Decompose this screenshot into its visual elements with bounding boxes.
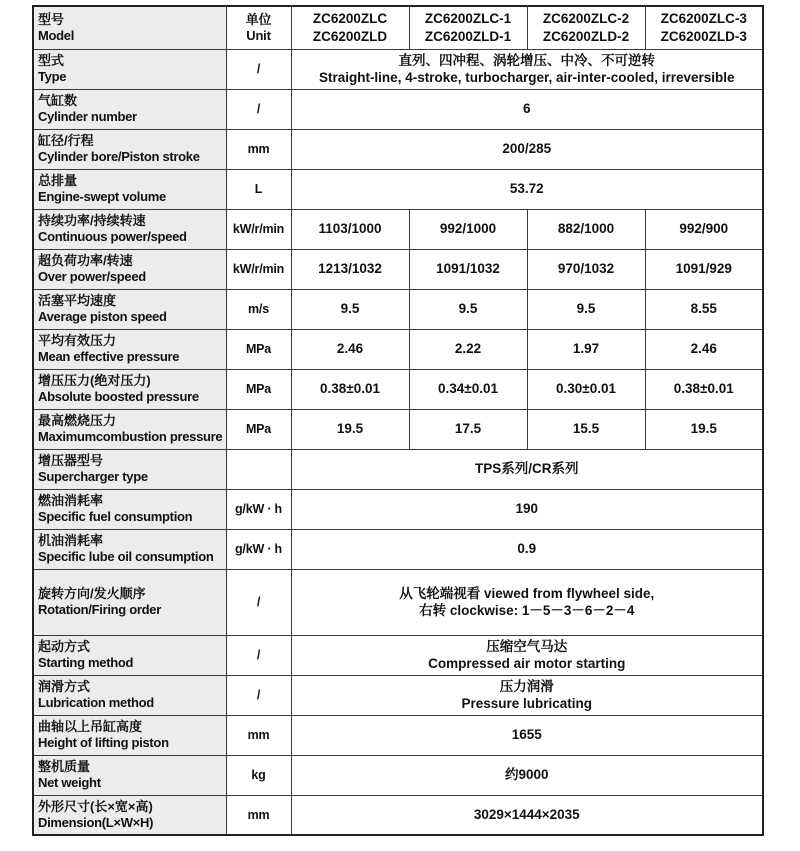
value-cell: 0.30±0.01 [527, 369, 645, 409]
param-cell [33, 49, 226, 89]
param-name-zh: 缸径/行程 [38, 133, 94, 149]
value-cell-span: 0.9 [291, 529, 763, 569]
unit-cell: / [226, 569, 291, 635]
table-row [33, 129, 763, 169]
value-cell-span: 200/285 [291, 129, 763, 169]
table-row [33, 169, 763, 209]
unit-cell: kW/r/min [226, 249, 291, 289]
value-cell-span [291, 675, 763, 715]
unit-cell: mm [226, 129, 291, 169]
unit-cell: MPa [226, 369, 291, 409]
param-name-en: Specific fuel consumption [38, 509, 193, 525]
header-unit-cell [226, 6, 291, 49]
table-row [33, 489, 763, 529]
unit-cell: mm [226, 715, 291, 755]
unit-cell: L [226, 169, 291, 209]
param-name-en: Mean effective pressure [38, 349, 180, 365]
table-row [33, 635, 763, 675]
param-cell [33, 675, 226, 715]
value-cell-span: 53.72 [291, 169, 763, 209]
value-line1: 压力润滑 [499, 678, 554, 694]
spec-table [32, 5, 764, 836]
param-name-zh: 机油消耗率 [38, 533, 104, 549]
param-name-en: Average piston speed [38, 309, 167, 325]
value-cell: 19.5 [291, 409, 409, 449]
value-cell-span: 1655 [291, 715, 763, 755]
table-row [33, 329, 763, 369]
param-name-en: Height of lifting piston [38, 735, 169, 751]
param-cell [33, 529, 226, 569]
param-name-en: Cylinder bore/Piston stroke [38, 149, 200, 165]
param-cell [33, 129, 226, 169]
header-model-cell [527, 6, 645, 49]
param-cell [33, 329, 226, 369]
param-cell [33, 409, 226, 449]
value-cell: 2.46 [645, 329, 763, 369]
table-row [33, 795, 763, 835]
table-row [33, 569, 763, 635]
model-name-line1: ZC6200ZLC-3 [660, 11, 747, 27]
value-line1: 直列、四冲程、涡轮增压、中冷、不可逆转 [398, 52, 655, 68]
param-name-zh: 平均有效压力 [38, 333, 117, 349]
value-cell: 1.97 [527, 329, 645, 369]
param-cell [33, 569, 226, 635]
value-cell: 0.38±0.01 [291, 369, 409, 409]
param-name-zh: 燃油消耗率 [38, 493, 104, 509]
value-cell: 1103/1000 [291, 209, 409, 249]
header-model-cell [645, 6, 763, 49]
value-cell: 882/1000 [527, 209, 645, 249]
param-cell [33, 449, 226, 489]
param-name-en: Cylinder number [38, 109, 137, 125]
value-cell: 9.5 [291, 289, 409, 329]
param-cell [33, 169, 226, 209]
value-cell: 2.22 [409, 329, 527, 369]
param-name-zh: 最高燃烧压力 [38, 413, 117, 429]
param-cell [33, 755, 226, 795]
table-header-row [33, 6, 763, 49]
table-row [33, 449, 763, 489]
param-name-zh: 外形尺寸(长×宽×高) [38, 798, 153, 814]
header-param-zh: 型号 [38, 11, 65, 27]
value-cell: 0.38±0.01 [645, 369, 763, 409]
header-model-cell [409, 6, 527, 49]
value-cell: 2.46 [291, 329, 409, 369]
value-cell-span: 约9000 [291, 755, 763, 795]
param-name-en: Maximumcombustion pressure [38, 429, 223, 445]
value-cell: 992/1000 [409, 209, 527, 249]
unit-cell: / [226, 675, 291, 715]
param-cell [33, 635, 226, 675]
table-row [33, 209, 763, 249]
param-name-zh: 增压器型号 [38, 453, 104, 469]
value-cell: 1213/1032 [291, 249, 409, 289]
param-cell [33, 489, 226, 529]
table-row [33, 529, 763, 569]
param-name-zh: 润滑方式 [38, 679, 91, 695]
param-name-en: Over power/speed [38, 269, 146, 285]
unit-cell [226, 449, 291, 489]
param-name-en: Absolute boosted pressure [38, 389, 199, 405]
table-row [33, 89, 763, 129]
param-name-en: Supercharger type [38, 469, 148, 485]
param-name-zh: 旋转方向/发火顺序 [38, 586, 146, 602]
value-line1: 从飞轮端视看 viewed from flywheel side, [399, 585, 655, 601]
param-name-zh: 气缸数 [38, 93, 78, 109]
model-name-line1: ZC6200ZLC-2 [542, 11, 630, 27]
value-cell-span: 190 [291, 489, 763, 529]
unit-cell: g/kW · h [226, 529, 291, 569]
param-name-zh: 总排量 [38, 173, 78, 189]
header-model-cell [291, 6, 409, 49]
param-cell [33, 209, 226, 249]
table-row [33, 755, 763, 795]
value-cell: 9.5 [527, 289, 645, 329]
param-name-en: Specific lube oil consumption [38, 549, 214, 565]
value-line2: Pressure lubricating [461, 696, 593, 711]
value-line2: 右转 clockwise: 1－5－3－6－2－4 [419, 603, 635, 618]
value-cell: 9.5 [409, 289, 527, 329]
model-name-line2: ZC6200ZLD-1 [424, 28, 512, 44]
value-cell: 8.55 [645, 289, 763, 329]
value-cell: 17.5 [409, 409, 527, 449]
value-cell-span: TPS系列/CR系列 [291, 449, 763, 489]
param-name-zh: 整机质量 [38, 759, 91, 775]
table-row [33, 715, 763, 755]
model-name-line2: ZC6200ZLD [312, 28, 388, 44]
header-unit-en: Unit [246, 27, 271, 43]
param-name-en: Type [38, 69, 67, 85]
param-cell [33, 289, 226, 329]
param-name-en: Lubrication method [38, 695, 154, 711]
param-name-en: Starting method [38, 655, 134, 671]
param-name-zh: 持续功率/持续转速 [38, 213, 146, 229]
unit-cell: MPa [226, 329, 291, 369]
spec-table-body [33, 49, 763, 835]
header-unit-zh: 单位 [245, 11, 272, 27]
value-cell: 992/900 [645, 209, 763, 249]
param-cell [33, 249, 226, 289]
param-name-en: Engine-swept volume [38, 189, 166, 205]
unit-cell: MPa [226, 409, 291, 449]
table-row [33, 369, 763, 409]
model-name-line2: ZC6200ZLD-2 [542, 28, 630, 44]
unit-cell: g/kW · h [226, 489, 291, 529]
param-cell [33, 795, 226, 835]
table-row [33, 249, 763, 289]
unit-cell: / [226, 49, 291, 89]
param-cell [33, 369, 226, 409]
model-name-line1: ZC6200ZLC [312, 11, 388, 27]
param-name-en: Net weight [38, 775, 101, 791]
value-line2: Compressed air motor starting [428, 656, 626, 671]
value-cell: 970/1032 [527, 249, 645, 289]
param-name-zh: 增压压力(绝对压力) [38, 373, 151, 389]
param-cell [33, 89, 226, 129]
value-cell: 0.34±0.01 [409, 369, 527, 409]
model-name-line2: ZC6200ZLD-3 [660, 28, 747, 44]
value-line2: Straight-line, 4-stroke, turbocharger, air-inter-cooled, irreversible [318, 70, 735, 85]
unit-cell: kW/r/min [226, 209, 291, 249]
unit-cell: kg [226, 755, 291, 795]
value-cell: 1091/929 [645, 249, 763, 289]
value-cell-span: 6 [291, 89, 763, 129]
value-cell-span: 3029×1444×2035 [291, 795, 763, 835]
value-cell: 1091/1032 [409, 249, 527, 289]
param-name-en: Rotation/Firing order [38, 602, 161, 618]
param-name-zh: 曲轴以上吊缸高度 [38, 719, 143, 735]
param-cell [33, 715, 226, 755]
param-name-en: Dimension(L×W×H) [38, 815, 154, 831]
param-name-zh: 型式 [38, 53, 65, 69]
header-param-en: Model [38, 28, 75, 44]
param-name-zh: 起动方式 [38, 639, 91, 655]
value-cell-span [291, 635, 763, 675]
param-name-zh: 超负荷功率/转速 [38, 253, 133, 269]
table-row [33, 675, 763, 715]
value-cell-span [291, 569, 763, 635]
value-cell-span [291, 49, 763, 89]
value-cell: 19.5 [645, 409, 763, 449]
table-row [33, 289, 763, 329]
param-name-zh: 活塞平均速度 [38, 293, 117, 309]
value-line1: 压缩空气马达 [486, 638, 568, 654]
unit-cell: m/s [226, 289, 291, 329]
unit-cell: / [226, 89, 291, 129]
table-row [33, 409, 763, 449]
table-row [33, 49, 763, 89]
param-name-en: Continuous power/speed [38, 229, 187, 245]
unit-cell: mm [226, 795, 291, 835]
value-cell: 15.5 [527, 409, 645, 449]
header-param-cell [33, 6, 226, 49]
model-name-line1: ZC6200ZLC-1 [424, 11, 512, 27]
unit-cell: / [226, 635, 291, 675]
